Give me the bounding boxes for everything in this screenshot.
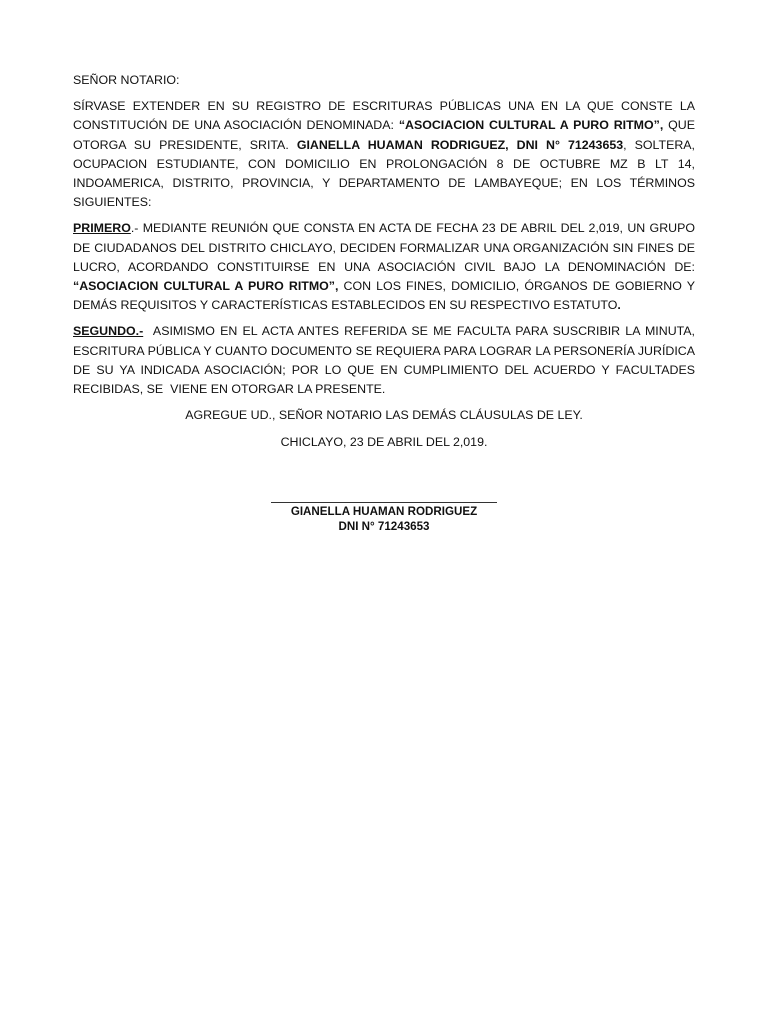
clause-primero-heading: PRIMERO bbox=[73, 221, 131, 236]
signature-line bbox=[271, 502, 497, 503]
intro-paragraph bbox=[73, 97, 695, 212]
association-name: “ASOCIACION CULTURAL A PURO RITMO”, bbox=[398, 118, 664, 133]
intro-text-3: , SOLTERA, OCUPACION ESTUDIANTE, CON DOMICILIO EN PROLONGACIÓN 8 DE OCTUBRE MZ B LT 14, INDOAMERICA, DISTRITO, PROVINCIA, Y DEPARTAMENTO DE LAMBAYEQUE; EN LOS TÉRMINOS SIGUIENTES: bbox=[73, 137, 695, 210]
document-body bbox=[73, 71, 699, 461]
clause-segundo bbox=[73, 322, 699, 399]
clause-segundo-text: ASIMISMO EN EL ACTA ANTES REFERIDA SE ME FACULTA PARA SUSCRIBIR LA MINUTA, ESCRITURA PÚBLICA Y CUANTO DOCUMENTO SE REQUIERA PARA LOGRAR LA PERSONERÍA JURÍDICA DE SU YA INDICADA ASOCIACIÓN; POR LO QUE EN CUMPLIMIENTO DEL ACUERDO Y FACULTADES RECIBIDAS, SE VIENE EN OTORGAR LA PRESENTE. bbox=[73, 324, 699, 397]
president-name-dni: GIANELLA HUAMAN RODRIGUEZ, DNI N° 71243653 bbox=[296, 137, 624, 152]
signer-name: GIANELLA HUAMAN RODRIGUEZ bbox=[290, 505, 478, 518]
place-date: CHICLAYO, 23 DE ABRIL DEL 2,019. bbox=[280, 435, 488, 450]
clause-primero-period: . bbox=[617, 298, 621, 313]
signer-dni: DNI N° 71243653 bbox=[338, 519, 430, 533]
clause-primero-text-1: .- MEDIANTE REUNIÓN QUE CONSTA EN ACTA DE FECHA 23 DE ABRIL DEL 2,019, UN GRUPO DE CIUDADANOS DEL DISTRITO CHICLAYO, DECIDEN FORMALIZAR UNA ORGANIZACIÓN SIN FINES DE LUCRO, ACORDANDO CONSTITUIRSE EN UNA ASOCIACIÓN CIVIL BAJO LA DENOMINACIÓN DE: bbox=[73, 221, 695, 274]
signature-block bbox=[270, 502, 498, 534]
clause-primero-text-2: CON LOS FINES, DOMICILIO, ÓRGANOS DE GOBIERNO Y DEMÁS REQUISITOS Y CARACTERÍSTICAS ESTABLECIDOS EN SU RESPECTIVO ESTATUTO bbox=[73, 279, 695, 313]
intro-text-1: SÍRVASE EXTENDER EN SU REGISTRO DE ESCRITURAS PÚBLICAS UNA EN LA QUE CONSTE LA CONSTITUCIÓN DE UNA ASOCIACIÓN DENOMINADA: bbox=[73, 99, 695, 133]
clause-primero-association-name: “ASOCIACION CULTURAL A PURO RITMO”, bbox=[73, 279, 339, 294]
clause-segundo-heading: SEGUNDO.- bbox=[73, 324, 144, 339]
greeting: SEÑOR NOTARIO: bbox=[73, 73, 180, 87]
closing-line: AGREGUE UD., SEÑOR NOTARIO LAS DEMÁS CLÁUSULAS DE LEY. bbox=[185, 408, 583, 423]
clause-primero bbox=[73, 219, 695, 315]
intro-text-2: QUE OTORGA SU PRESIDENTE, SRITA. bbox=[73, 118, 695, 152]
